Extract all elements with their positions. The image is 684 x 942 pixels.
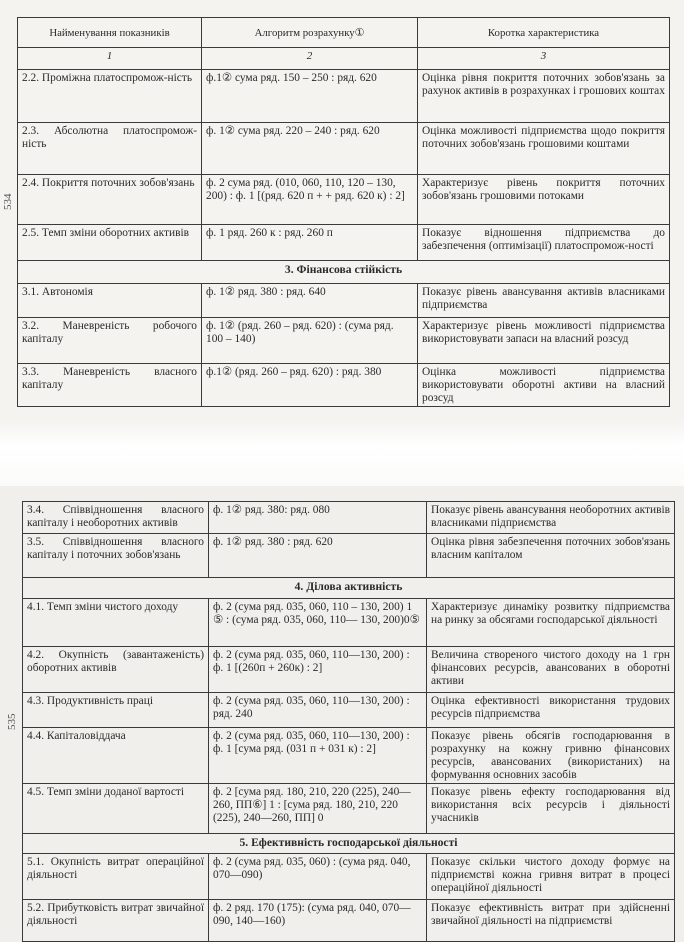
description: Показує ефективність витрат при здійсненні звичайної діяльності на підприємстві [427,900,675,942]
indicators-table-top [17,17,670,407]
table-row [18,364,670,407]
section-title: 3. Фінансова стійкість [18,261,670,284]
table-row [18,318,670,364]
table-row [23,784,675,834]
description: Показує рівень авансування активів власниками підприємства [418,284,670,318]
indicator-name: 4.5. Темп зміни доданої вартості [23,784,209,834]
description: Оцінка можливості підприємства використовувати оборотні активи на власний розсуд [418,364,670,407]
header-description: Коротка характеристика [418,18,670,48]
algorithm: ф. 2 (сума ряд. 035, 060) : (сума ряд. 040, 070—090) [209,854,427,900]
table-row [23,854,675,900]
indicator-name: 4.1. Темп зміни чистого доходу [23,599,209,647]
algorithm: ф. 1② ряд. 380: ряд. 080 [209,502,427,534]
table-row [18,284,670,318]
table-row [23,534,675,578]
indicator-name: 4.3. Продуктивність праці [23,693,209,728]
table-row [18,123,670,175]
description: Характеризує рівень покриття поточних зобов'язань грошовими потоками [418,175,670,225]
table-row [18,225,670,261]
indicators-table-bottom [22,501,675,942]
indicator-name: 3.2. Маневреність робочого капіталу [18,318,202,364]
indicator-name: 4.4. Капіталовіддача [23,728,209,784]
description: Показує скільки чистого доходу формує на підприємстві кожна гривня витрат в процесі операційної діяльності [427,854,675,900]
page-gap [0,420,684,486]
section-row [23,578,675,599]
page-number-bottom: 535 [6,713,18,730]
description: Оцінка рівня забезпечення поточних зобов'язань власним капіталом [427,534,675,578]
description: Показує рівень ефекту господарювання від використання всіх ресурсів і діяльності учасників [427,784,675,834]
indicator-name: 5.1. Окупність витрат операційної діяльності [23,854,209,900]
column-number: 3 [418,48,670,70]
table-header-row [18,18,670,48]
section-title: 5. Ефективність господарської діяльності [23,834,675,854]
description: Показує відношення підприємства до забезпечення (оптимізації) платоспромож-ності [418,225,670,261]
algorithm: ф. 2 (сума ряд. 035, 060, 110 – 130, 200) 1 ⑤ : (сума ряд. 035, 060, 110— 130, 200)0⑤ [209,599,427,647]
algorithm: ф. 1 ряд. 260 к : ряд. 260 п [202,225,418,261]
section-row [18,261,670,284]
indicator-name: 2.5. Темп зміни оборотних активів [18,225,202,261]
page-number-top: 534 [2,193,14,210]
table-row [23,900,675,942]
table-row [18,70,670,123]
indicator-name: 3.3. Маневреність власного капіталу [18,364,202,407]
description: Показує рівень авансування необоротних активів власниками підприємства [427,502,675,534]
algorithm: ф. 1② (ряд. 260 – ряд. 620) : (сума ряд. 100 – 140) [202,318,418,364]
description: Характеризує рівень можливості підприємства використовувати запаси на власний розсуд [418,318,670,364]
algorithm: ф.1② (ряд. 260 – ряд. 620) : ряд. 380 [202,364,418,407]
indicator-name: 3.4. Співвідношення власного капіталу і необоротних активів [23,502,209,534]
column-number-row [18,48,670,70]
description: Величина створеного чистого доходу на 1 грн фінансових ресурсів, авансованих в оборотні активи [427,647,675,693]
running-header [460,0,684,6]
indicator-name: 5.2. Прибутковість витрат звичайної діяльності [23,900,209,942]
column-number: 2 [202,48,418,70]
algorithm: ф. 2 [сума ряд. 180, 210, 220 (225), 240—260, ПП⑥] 1 : [сума ряд. 180, 210, 220 (225), 240—260, ПП] 0 [209,784,427,834]
description: Оцінка можливості підприємства щодо покриття поточних зобов'язань грошовими коштами [418,123,670,175]
table-row [23,599,675,647]
table-row [23,693,675,728]
description: Оцінка рівня покриття поточних зобов'язань за рахунок активів в розрахунках і грошових коштах [418,70,670,123]
algorithm: ф. 1② сума ряд. 220 – 240 : ряд. 620 [202,123,418,175]
description: Характеризує динаміку розвитку підприємства на ринку за обсягами господарської діяльності [427,599,675,647]
algorithm: ф. 2 (сума ряд. 035, 060, 110—130, 200) : ф. 1 [сума ряд. (031 п + 031 к) : 2] [209,728,427,784]
description: Показує рівень обсягів господарювання в розрахунку на кожну гривню фінансових ресурсів, авансованих (використаних) на формування основних засобів [427,728,675,784]
indicator-name: 3.5. Співвідношення власного капіталу і поточних зобов'язань [23,534,209,578]
column-number: 1 [18,48,202,70]
algorithm: ф. 1② ряд. 380 : ряд. 640 [202,284,418,318]
table-row [23,647,675,693]
table-row [23,728,675,784]
header-algorithm: Алгоритм розрахунку① [202,18,418,48]
indicator-name: 3.1. Автономія [18,284,202,318]
section-title: 4. Ділова активність [23,578,675,599]
indicator-name: 4.2. Окупність (завантаженість) оборотних активів [23,647,209,693]
algorithm: ф.1② сума ряд. 150 – 250 : ряд. 620 [202,70,418,123]
header-indicator-name: Найменування показників [18,18,202,48]
indicator-name: 2.3. Абсолютна платоспромож-ність [18,123,202,175]
algorithm: ф. 2 (сума ряд. 035, 060, 110—130, 200) : ф. 1 [(260п + 260к) : 2] [209,647,427,693]
algorithm: ф. 1② ряд. 380 : ряд. 620 [209,534,427,578]
indicator-name: 2.2. Проміжна платоспромож-ність [18,70,202,123]
section-row [23,834,675,854]
table-row [23,502,675,534]
algorithm: ф. 2 сума ряд. (010, 060, 110, 120 – 130, 200) : ф. 1 [(ряд. 620 п + + ряд. 620 к) : 2] [202,175,418,225]
algorithm: ф. 2 ряд. 170 (175): (сума ряд. 040, 070—090, 140—160) [209,900,427,942]
indicator-name: 2.4. Покриття поточних зобов'язань [18,175,202,225]
description: Оцінка ефективності використання трудових ресурсів підприємства [427,693,675,728]
algorithm: ф. 2 (сума ряд. 035, 060, 110—130, 200) : ряд. 240 [209,693,427,728]
table-row [18,175,670,225]
